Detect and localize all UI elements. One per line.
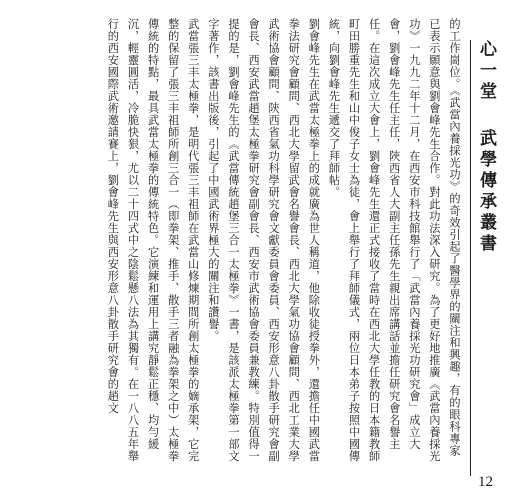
- header-divider: [470, 40, 471, 476]
- paragraph: 武當張三丰太極拳，是明代張三丰祖師在武當山修煉期間所創太極拳的嫡承架，它完整的保留了張三丰祖師所創三合一（即拳架、推手、散手三者融為拳架之中）太極拳傳統的特點，最具武當太極拳的傳統特色。它演練和運用上講究靜鬆正穩、均勻緩沉，輕靈圓活，冷脆快狠，尤以二十四式中之陰鬆懸八法為其獨有。在一八八五年舉行的西安國際武術邀請賽上，劉會峰先生與西安形意八卦散手研究會的趙文: [106, 18, 200, 462]
- paragraph: 的工作崗位。《武當內養採光功》的奇效引起了醫學界的關注和興趣，有的眼科專家已表示願意與劉會峰先生合作。對此功法深入研究。為了更好地推廣《武當內養採光功》一九九二年十二月，在西安市科技館舉行了「武當內養採光功研究會」成立大會，劉會峰先生任主任，陝西省人大副主任孫先生親出席講話並擔任研究會名譽主任。在這次成立大會上，劉會峰先生還正式接收了當時在西北大學任教的日本籍教師町田勝重先生和山中俊子女士為徒，會上舉行了拜師儀式，兩位日本弟子按照中國傳統，向劉會峰先生遞交了拜師帖。: [327, 18, 461, 462]
- page-number: 12: [478, 474, 493, 490]
- body-text-column: [62, 18, 464, 463]
- series-title: 武學傳承叢書: [476, 129, 496, 255]
- running-header: [474, 40, 499, 255]
- publisher-name: 心一堂: [476, 40, 496, 103]
- paragraph: 劉會峰先生在武當太極拳上的成就廣為世人稱道，他除收徒授拳外，還擔任中國武當拳法研究會顧問、西北大學留武會名譽會長、西北大學氣功協會顧問、西北工業大學武術協會顧問、陝西省氣功科學研究會文獻委員會委員、西安形意八卦散手研究會副會長、西安武當趙堡太極拳研究會副會長、西安市武術協會委員兼教練。特別值得一提的是，劉會峰先生的《武當傳統趙堡三合一太極拳》一書，是該派太極拳第一部文字著作，該書出版後，引起了中國武術界極大的關注和讚譽。: [206, 18, 321, 462]
